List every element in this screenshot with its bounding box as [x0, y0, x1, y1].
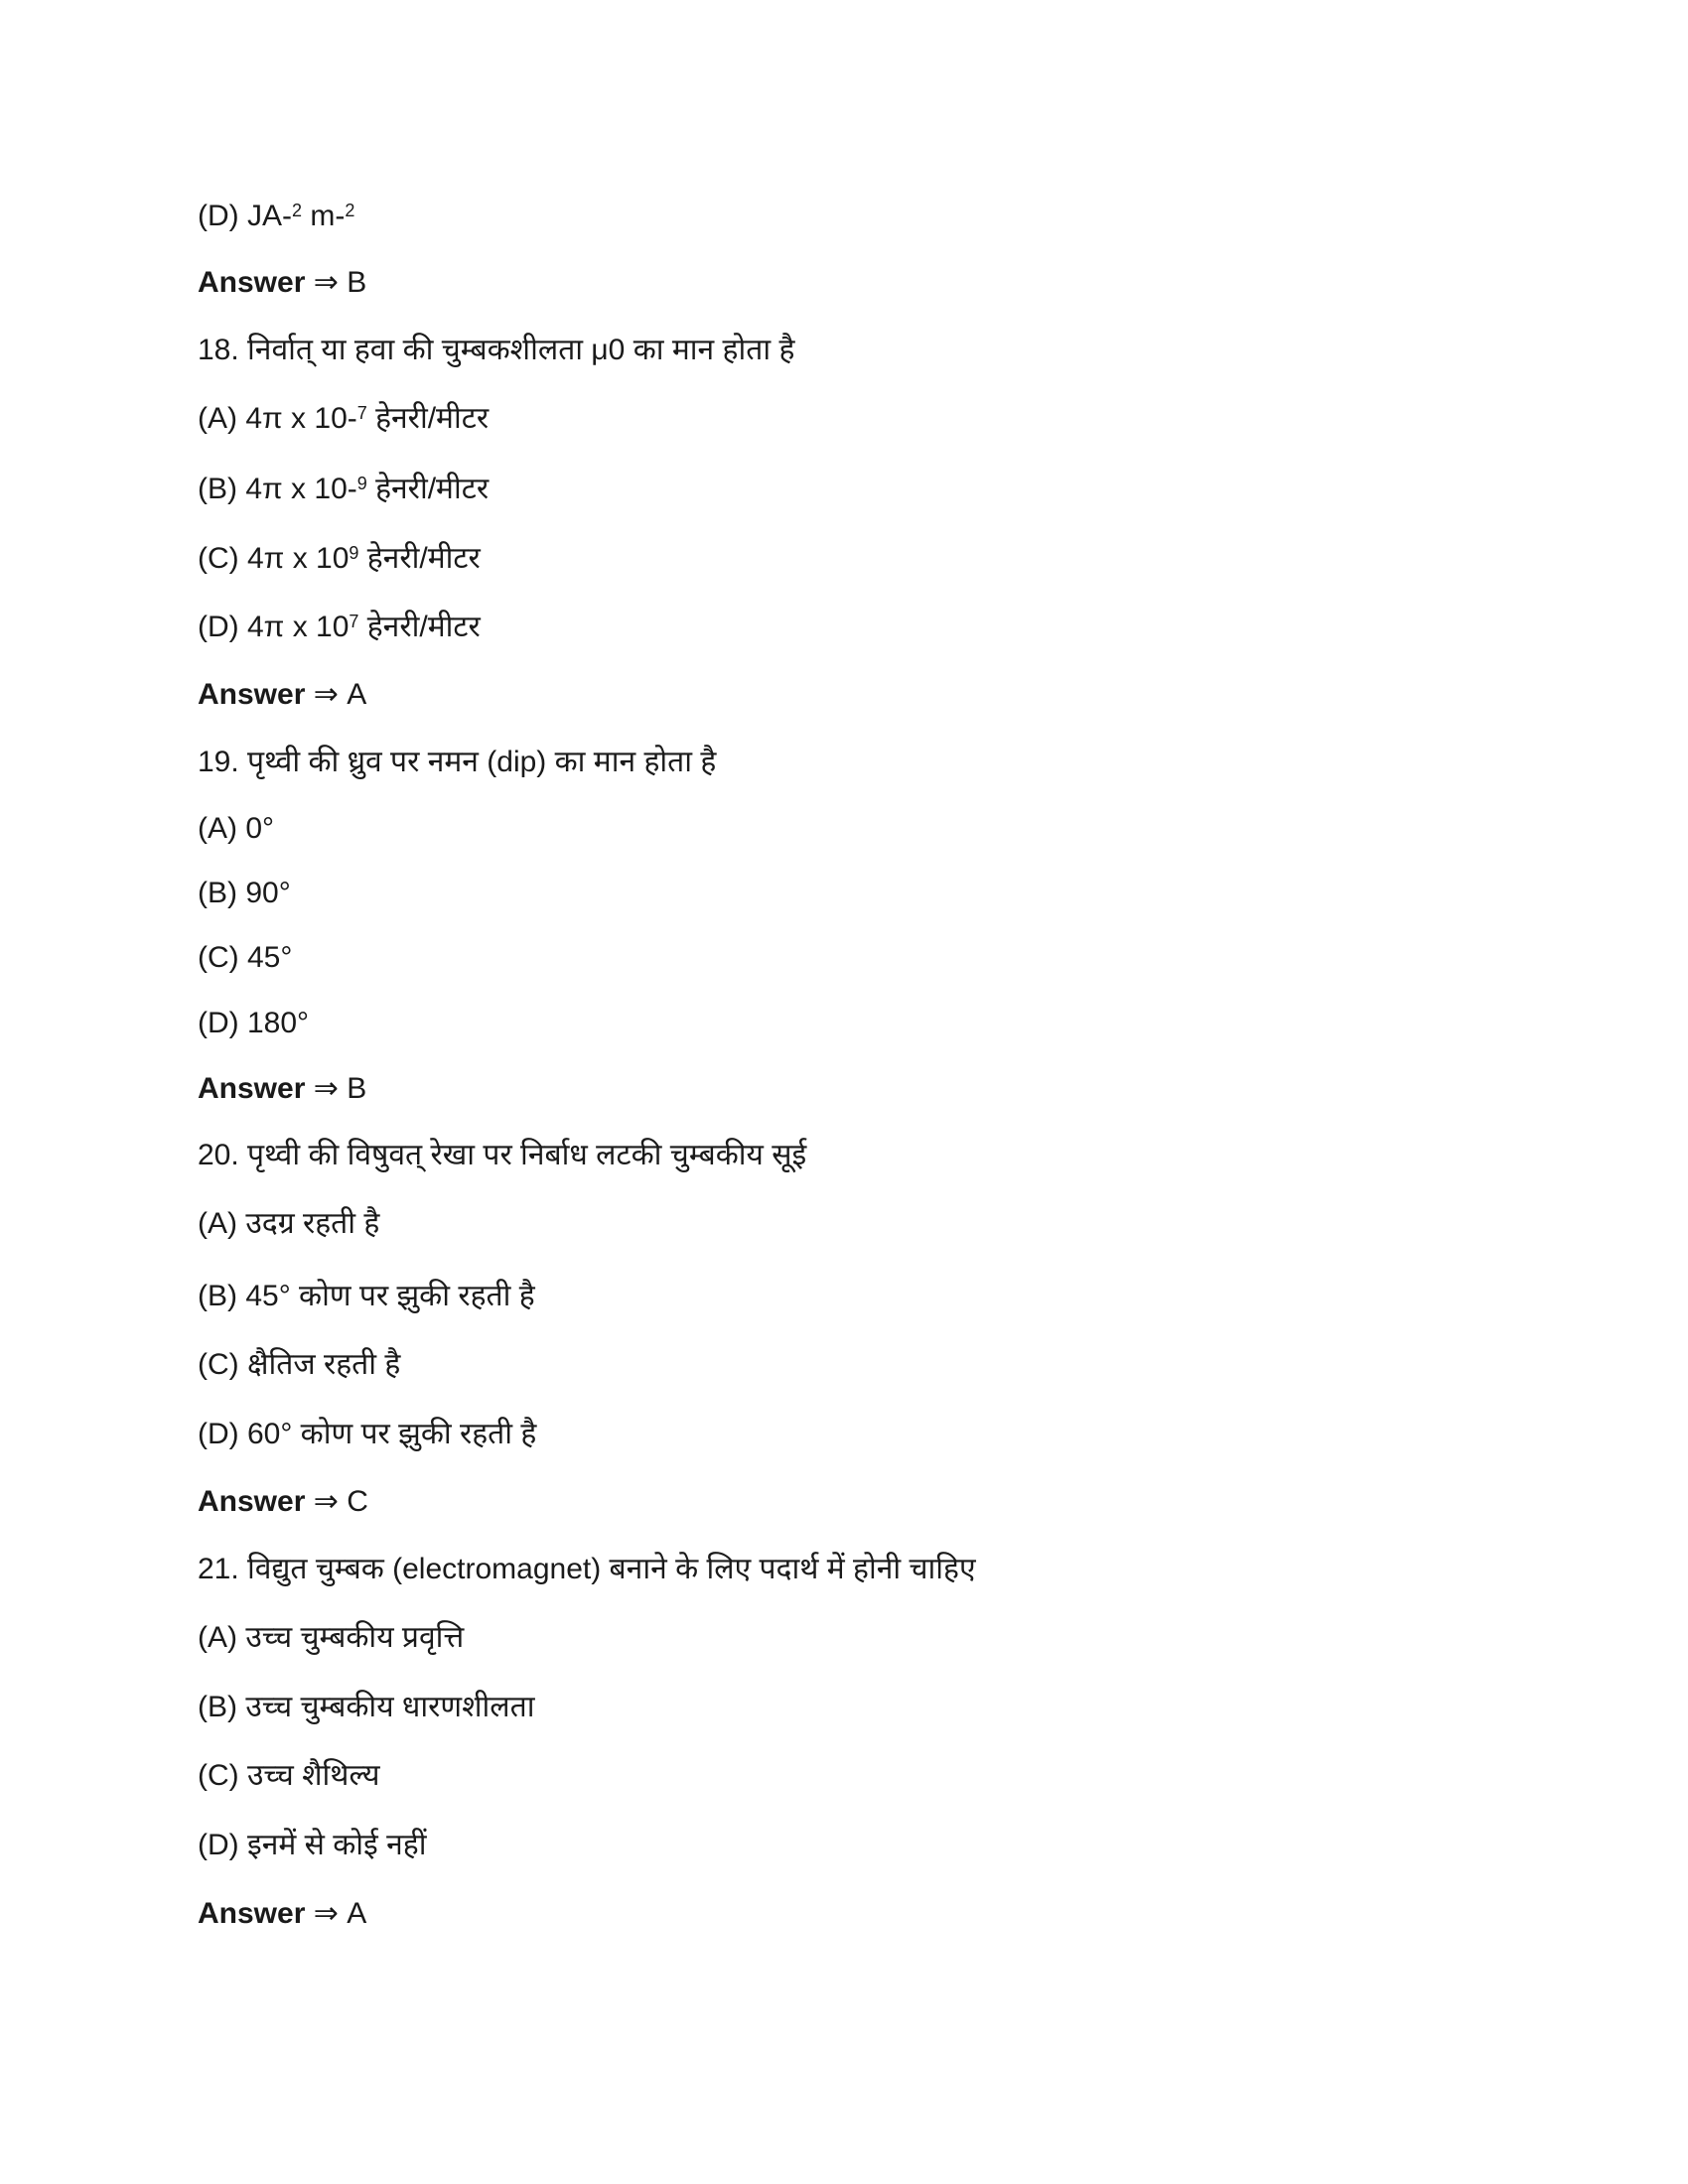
option-text: [198, 1204, 379, 1244]
superscript: 2: [291, 201, 302, 220]
text-segment: (C) क्षैतिज रहती है: [198, 1348, 401, 1381]
text-segment: हेनरी/मीटर: [366, 473, 490, 505]
text-segment: (B) 45° कोण पर झुकी रहती है: [198, 1280, 535, 1312]
answer-label: Answer: [198, 678, 306, 711]
answer-line: [198, 1894, 366, 1934]
option-text: [198, 809, 274, 849]
text-segment: (B) 90°: [198, 877, 291, 909]
answer-line: [198, 675, 366, 715]
text-segment: m-: [302, 200, 346, 232]
answer-value: A: [347, 678, 367, 711]
answer-label: Answer: [198, 1072, 306, 1105]
text-segment: (A) उदग्र रहती है: [198, 1207, 380, 1240]
text-segment: (D) 60° कोण पर झुकी रहती है: [198, 1418, 537, 1450]
option-text: [198, 938, 292, 978]
text-segment: (C) उच्च शैथिल्य: [198, 1759, 380, 1792]
text-segment: (D) 180°: [198, 1007, 310, 1039]
arrow-icon: ⇒: [313, 1897, 339, 1930]
question-text: [198, 1550, 976, 1589]
answer-label: Answer: [198, 1485, 306, 1518]
text-segment: हेनरी/मीटर: [358, 542, 481, 575]
answer-label: Answer: [198, 266, 306, 299]
option-text: [198, 1826, 426, 1865]
text-segment: 19. पृथ्वी की ध्रुव पर नमन (dip) का मान होता है: [198, 746, 717, 778]
text-segment: 18. निर्वात् या हवा की चुम्बकशीलता μ0 का मान होता है: [198, 334, 795, 366]
superscript: 2: [345, 201, 355, 220]
arrow-icon: ⇒: [313, 1072, 339, 1105]
answer-line: [198, 263, 366, 303]
answer-line: [198, 1069, 366, 1109]
text-segment: (A) 0°: [198, 812, 275, 845]
superscript: 9: [349, 543, 359, 563]
answer-value: A: [347, 1897, 367, 1930]
option-text: [198, 1345, 400, 1385]
text-segment: 20. पृथ्वी की विषुवत् रेखा पर निर्बाध लटकी चुम्बकीय सूई: [198, 1139, 807, 1171]
text-segment: (A) 4π x 10-: [198, 402, 357, 435]
arrow-icon: ⇒: [313, 678, 339, 711]
arrow-icon: ⇒: [313, 1485, 339, 1518]
text-segment: (D) 4π x 10: [198, 611, 350, 643]
text-segment: हेनरी/मीटर: [358, 611, 481, 643]
option-text: [198, 1688, 535, 1727]
text-segment: (D) इनमें से कोई नहीं: [198, 1829, 427, 1861]
text-segment: 21. विद्युत चुम्बक (electromagnet) बनाने के लिए पदार्थ में होनी चाहिए: [198, 1553, 976, 1585]
text-segment: (A) उच्च चुम्बकीय प्रवृत्ति: [198, 1621, 465, 1654]
text-segment: हेनरी/मीटर: [366, 402, 490, 435]
option-text: [198, 399, 489, 439]
text-segment: (B) 4π x 10-: [198, 473, 357, 505]
option-text: [198, 539, 481, 579]
option-text: [198, 1415, 536, 1454]
superscript: 7: [349, 612, 359, 631]
option-text: [198, 1004, 309, 1043]
question-text: [198, 743, 716, 782]
answer-label: Answer: [198, 1897, 306, 1930]
text-segment: (B) उच्च चुम्बकीय धारणशीलता: [198, 1691, 535, 1723]
option-text: [198, 608, 481, 647]
option-text: [198, 874, 291, 913]
superscript: 7: [356, 403, 367, 423]
option-text: [198, 1277, 535, 1316]
answer-line: [198, 1482, 368, 1522]
answer-value: B: [347, 1072, 367, 1105]
question-text: [198, 331, 794, 370]
text-segment: (C) 4π x 10: [198, 542, 350, 575]
answer-value: C: [347, 1485, 368, 1518]
answer-value: B: [347, 266, 367, 299]
option-text: [198, 1756, 380, 1796]
question-text: [198, 1136, 806, 1175]
option-text: [198, 1618, 464, 1658]
text-segment: (D) JA-: [198, 200, 292, 232]
option-text: [198, 197, 354, 236]
superscript: 9: [356, 474, 367, 493]
option-text: [198, 470, 489, 509]
text-segment: (C) 45°: [198, 941, 293, 974]
arrow-icon: ⇒: [313, 266, 339, 299]
